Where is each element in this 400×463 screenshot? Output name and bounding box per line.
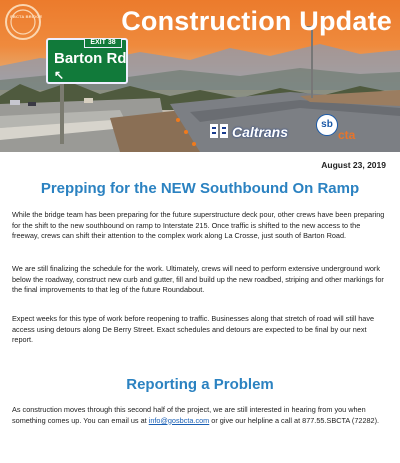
sbcta-logo — [316, 114, 360, 150]
issue-date: August 23, 2019 — [321, 160, 386, 170]
report-text-before: As construction moves through this second half of the project, we are still interested in hearing from you when something comes up. You can email us at — [12, 405, 366, 425]
sign-street-name: Barton Rd — [54, 50, 127, 67]
arrow-up-left-icon: ↖ — [54, 68, 65, 82]
page-title: Construction Update — [121, 6, 392, 36]
paragraph-ramp-1: While the bridge team has been preparing for the future superstructure deck pour, other crews have been preparing for the shift to the new southbound on ramp to Interstate 215. Once traffic is shifted to the new access to the freeway, crews can shift their attention to the complex work along La Crosse, just south of Barton Road. — [12, 210, 385, 241]
sign-post — [60, 82, 64, 144]
section-heading-ramp: Prepping for the NEW Southbound On Ramp — [40, 180, 360, 197]
org-logo-text: SBCTA BRIDGE — [10, 14, 43, 19]
sbcta-logo-text: cta — [338, 128, 356, 142]
section-heading-report: Reporting a Problem — [126, 376, 274, 393]
email-link[interactable]: info@gosbcta.com — [148, 415, 210, 425]
header-banner — [0, 0, 400, 152]
sign-exit-label: EXIT 38 — [84, 38, 122, 48]
sbcta-logo-circle: sb — [316, 114, 338, 136]
org-logo — [3, 2, 43, 42]
paragraph-ramp-3: Expect weeks for this type of work before reopening to traffic. Businesses along that stretch of road will still have access using detours along De Berry Street. Exact schedules and detours are expected to be final by our next report. — [12, 314, 375, 345]
report-text-after: or give our helpline a call at 877.55.SBCTA (72282). — [209, 415, 380, 425]
caltrans-logo-text: Caltrans — [232, 124, 289, 140]
paragraph-ramp-2: We are still finalizing the schedule for the work. Ultimately, crews will need to perform extensive underground work below the roadway, construct new curb and gutter, fill and build up the new roadbed, striping and other markings for the final improvements to that leg of the future Roundabout. — [12, 264, 384, 295]
highway-sign — [46, 38, 128, 84]
paragraph-report — [12, 405, 386, 426]
caltrans-mark-icon — [210, 124, 228, 138]
